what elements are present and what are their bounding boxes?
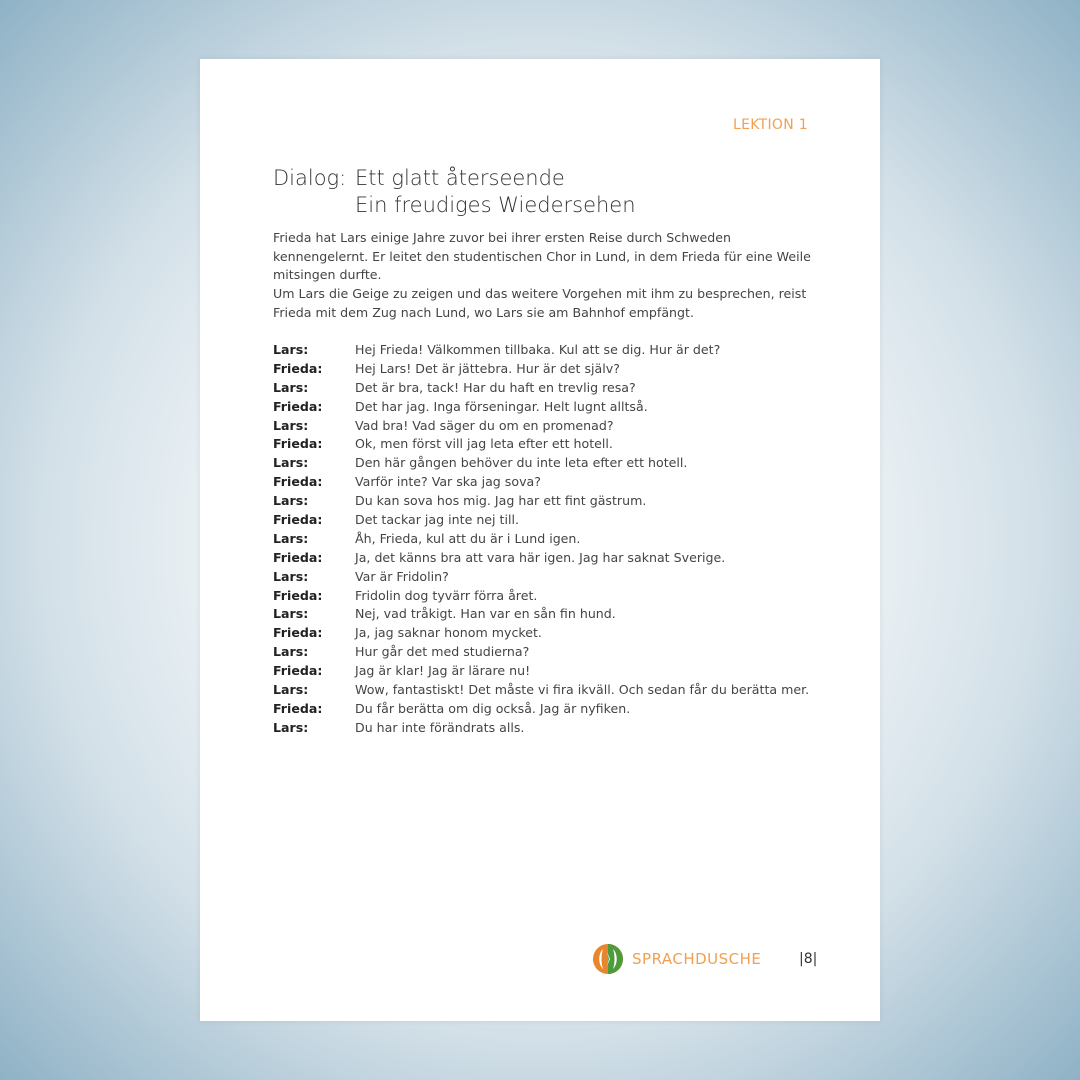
dialog-speaker: Frieda: xyxy=(273,663,323,679)
dialog-text: Du kan sova hos mig. Jag har ett fint gästrum. xyxy=(355,493,647,509)
dialog-line xyxy=(273,662,833,681)
dialog-list xyxy=(273,341,833,738)
dialog-speaker: Frieda: xyxy=(273,549,323,565)
dialog-speaker: Frieda: xyxy=(273,398,323,414)
dialog-text: Den här gången behöver du inte leta efter ett hotell. xyxy=(355,455,688,471)
page-number: |8| xyxy=(799,951,818,967)
dialog-title xyxy=(273,165,636,219)
dialog-speaker: Frieda: xyxy=(273,436,323,452)
dialog-speaker: Frieda: xyxy=(273,512,323,528)
title-swedish: Ett glatt återseende xyxy=(355,166,565,190)
dialog-speaker: Frieda: xyxy=(273,700,323,716)
dialog-text: Ja, det känns bra att vara här igen. Jag har saknat Sverige. xyxy=(355,549,726,565)
dialog-line xyxy=(273,530,833,549)
dialog-text: Hur går det med studierna? xyxy=(355,644,530,660)
dialog-text: Jag är klar! Jag är lärare nu! xyxy=(355,663,531,679)
dialog-line xyxy=(273,624,833,643)
dialog-text: Ja, jag saknar honom mycket. xyxy=(355,625,542,641)
dialog-speaker: Lars: xyxy=(273,682,309,698)
dialog-line xyxy=(273,568,833,587)
dialog-line xyxy=(273,341,833,360)
dialog-speaker: Lars: xyxy=(273,719,309,735)
footer-brand xyxy=(592,943,761,975)
dialog-line xyxy=(273,549,833,568)
dialog-line xyxy=(273,643,833,662)
intro-paragraph-1: Frieda hat Lars einige Jahre zuvor bei ihrer ersten Reise durch Schweden kennengelernt. Er leitet den studentischen Chor in Lund, in dem Frieda für eine Weile mitsingen durfte. xyxy=(273,230,811,283)
dialog-speaker: Lars: xyxy=(273,417,309,433)
dialog-speaker: Frieda: xyxy=(273,625,323,641)
dialog-speaker: Frieda: xyxy=(273,587,323,603)
title-german: Ein freudiges Wiedersehen xyxy=(355,193,636,217)
lesson-label: LEKTION 1 xyxy=(733,117,808,133)
dialog-speaker: Lars: xyxy=(273,568,309,584)
sprachdusche-logo-icon xyxy=(592,943,624,975)
dialog-line xyxy=(273,454,833,473)
dialog-text: Det har jag. Inga förseningar. Helt lugnt alltså. xyxy=(355,398,648,414)
dialog-line xyxy=(273,587,833,606)
dialog-text: Wow, fantastiskt! Det måste vi fira ikväll. Och sedan får du berätta mer. xyxy=(355,682,810,698)
dialog-text: Hej Frieda! Välkommen tillbaka. Kul att se dig. Hur är det? xyxy=(355,342,721,357)
brand-name: SPRACHDUSCHE xyxy=(632,950,762,968)
dialog-text: Nej, vad tråkigt. Han var en sån fin hund. xyxy=(355,606,616,622)
dialog-text: Du får berätta om dig också. Jag är nyfiken. xyxy=(355,700,631,716)
dialog-text: Hej Lars! Det är jättebra. Hur är det själv? xyxy=(355,360,620,376)
intro-paragraph-2: Um Lars die Geige zu zeigen und das weitere Vorgehen mit ihm zu besprechen, reist Frieda mit dem Zug nach Lund, wo Lars sie am Bahnhof empfängt. xyxy=(273,286,807,320)
intro-text xyxy=(273,229,818,323)
dialog-text: Vad bra! Vad säger du om en promenad? xyxy=(355,417,614,433)
dialog-line xyxy=(273,379,833,398)
dialog-line xyxy=(273,719,833,738)
dialog-text: Var är Fridolin? xyxy=(355,568,449,584)
dialog-text: Fridolin dog tyvärr förra året. xyxy=(355,587,538,603)
dialog-text: Ok, men först vill jag leta efter ett hotell. xyxy=(355,436,613,452)
title-prefix: Dialog: xyxy=(273,166,347,190)
dialog-text: Du har inte förändrats alls. xyxy=(355,719,525,735)
dialog-speaker: Lars: xyxy=(273,644,309,660)
dialog-line xyxy=(273,417,833,436)
dialog-speaker: Lars: xyxy=(273,455,309,471)
dialog-line xyxy=(273,605,833,624)
dialog-speaker: Lars: xyxy=(273,530,309,546)
title-lines xyxy=(355,165,636,219)
dialog-line xyxy=(273,511,833,530)
dialog-line xyxy=(273,398,833,417)
dialog-speaker: Lars: xyxy=(273,493,309,509)
dialog-text: Det tackar jag inte nej till. xyxy=(355,512,519,528)
dialog-line xyxy=(273,700,833,719)
dialog-line xyxy=(273,492,833,511)
dialog-line xyxy=(273,473,833,492)
dialog-speaker: Lars: xyxy=(273,606,309,622)
dialog-text: Det är bra, tack! Har du haft en trevlig resa? xyxy=(355,379,636,395)
dialog-text: Varför inte? Var ska jag sova? xyxy=(355,474,541,490)
dialog-speaker: Frieda: xyxy=(273,360,323,376)
document-page xyxy=(200,59,880,1021)
dialog-line xyxy=(273,435,833,454)
dialog-speaker: Frieda: xyxy=(273,474,323,490)
dialog-speaker: Lars: xyxy=(273,342,309,357)
dialog-text: Åh, Frieda, kul att du är i Lund igen. xyxy=(355,530,581,546)
dialog-speaker: Lars: xyxy=(273,379,309,395)
dialog-line xyxy=(273,681,833,700)
dialog-line xyxy=(273,360,833,379)
